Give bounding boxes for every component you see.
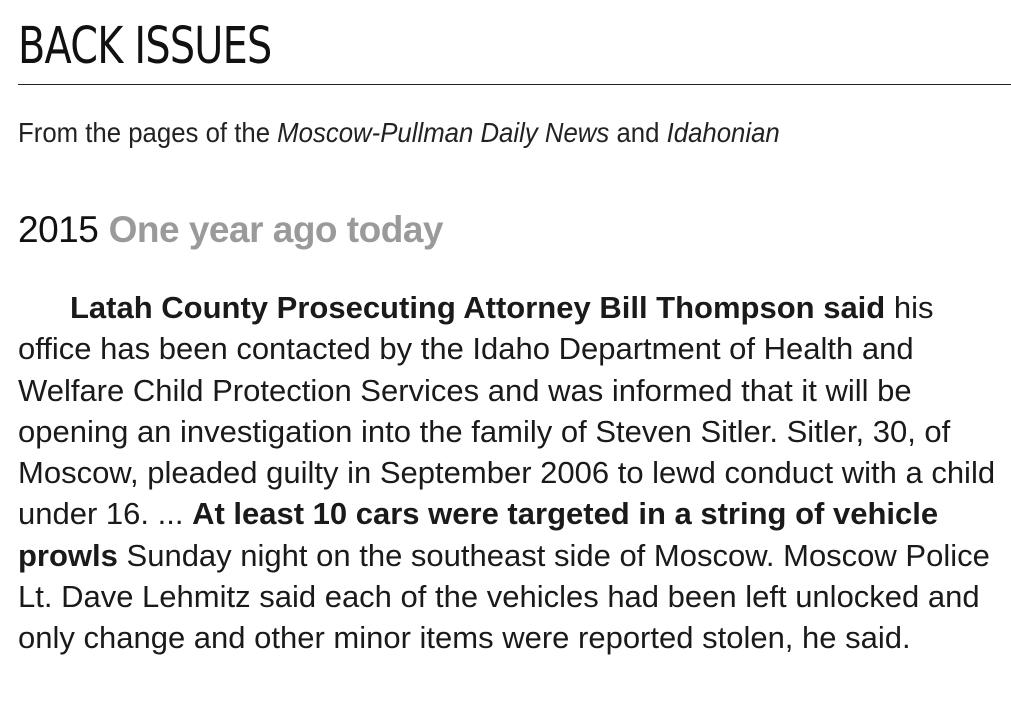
source-prefix: From the pages of the bbox=[18, 117, 278, 148]
article-paragraph bbox=[18, 287, 1011, 659]
source-line bbox=[18, 113, 932, 153]
title-divider bbox=[18, 84, 1011, 85]
section-heading bbox=[18, 205, 443, 255]
publication-name-daily-news: Moscow-Pullman Daily News bbox=[277, 117, 610, 148]
section-year: 2015 bbox=[18, 209, 99, 250]
section-subtitle: One year ago today bbox=[108, 209, 443, 250]
back-issues-page bbox=[18, 0, 1011, 724]
article-lead-2: At least 10 cars were targeted in a string of vehicle prowls bbox=[18, 496, 939, 573]
article-body bbox=[18, 287, 1011, 659]
article-text-2: Sunday night on the southeast side of Moscow. Moscow Police Lt. Dave Lehmitz said each of the vehicles had been left unlocked and only change and other minor items were reported stolen, he said. bbox=[18, 537, 990, 656]
article-lead-1: Latah County Prosecuting Attorney Bill Thompson said bbox=[70, 290, 886, 325]
source-conjunction: and bbox=[609, 117, 667, 148]
page-title: BACK ISSUES bbox=[18, 17, 272, 76]
publication-name-idahonian: Idahonian bbox=[666, 117, 780, 148]
article-text-1: his office has been contacted by the Idaho Department of Health and Welfare Child Protection Services and was informed that it will be opening an investigation into the family of Steven Sitler. Sitler, 30, of Moscow, pleaded guilty in September 2006 to lewd conduct with a child under 16. ... bbox=[18, 290, 996, 532]
